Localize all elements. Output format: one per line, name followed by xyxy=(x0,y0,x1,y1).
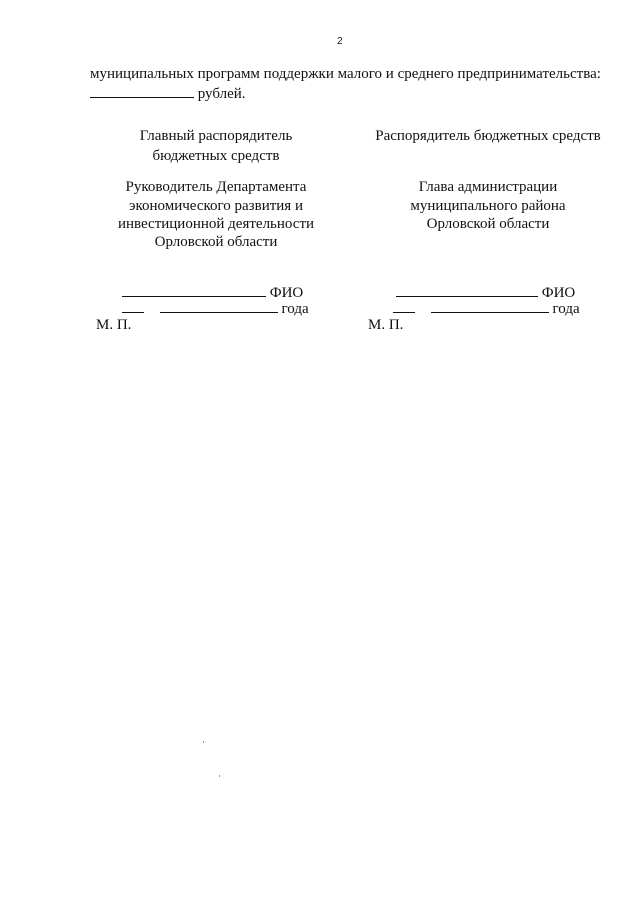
right-title-line2: муниципального района xyxy=(410,198,566,214)
scan-speck xyxy=(203,741,204,743)
right-day-blank xyxy=(393,299,415,313)
right-month-blank xyxy=(431,299,549,313)
left-year-label: года xyxy=(281,301,309,317)
page-number: 2 xyxy=(337,36,343,47)
left-title-line4: Орловской области xyxy=(154,234,278,250)
right-date-line xyxy=(393,299,580,319)
left-heading-line1: Главный распорядитель xyxy=(139,128,293,144)
right-title-line3: Орловской области xyxy=(426,216,550,232)
amount-blank xyxy=(90,84,194,98)
left-signature-blank xyxy=(122,283,266,297)
right-title-line1: Глава администрации xyxy=(418,179,558,195)
left-date-line xyxy=(122,299,309,319)
right-heading: Распорядитель бюджетных средств xyxy=(375,128,601,144)
intro-line: муниципальных программ поддержки малого и среднего предпринимательства: xyxy=(90,66,601,82)
right-fio-label: ФИО xyxy=(541,285,576,301)
left-heading-line2: бюджетных средств xyxy=(152,148,280,164)
amount-suffix: рублей. xyxy=(197,86,246,102)
left-stamp: М. П. xyxy=(96,317,132,333)
left-title-line2: экономического развития и xyxy=(129,198,303,214)
left-fio-label: ФИО xyxy=(269,285,304,301)
left-month-blank xyxy=(160,299,278,313)
amount-line xyxy=(90,84,246,104)
right-signature-blank xyxy=(396,283,538,297)
left-title-line1: Руководитель Департамента xyxy=(125,179,307,195)
left-title-line3: инвестиционной деятельности xyxy=(117,216,315,232)
right-stamp: М. П. xyxy=(368,317,404,333)
scan-speck xyxy=(219,775,220,777)
left-day-blank xyxy=(122,299,144,313)
right-year-label: года xyxy=(552,301,580,317)
